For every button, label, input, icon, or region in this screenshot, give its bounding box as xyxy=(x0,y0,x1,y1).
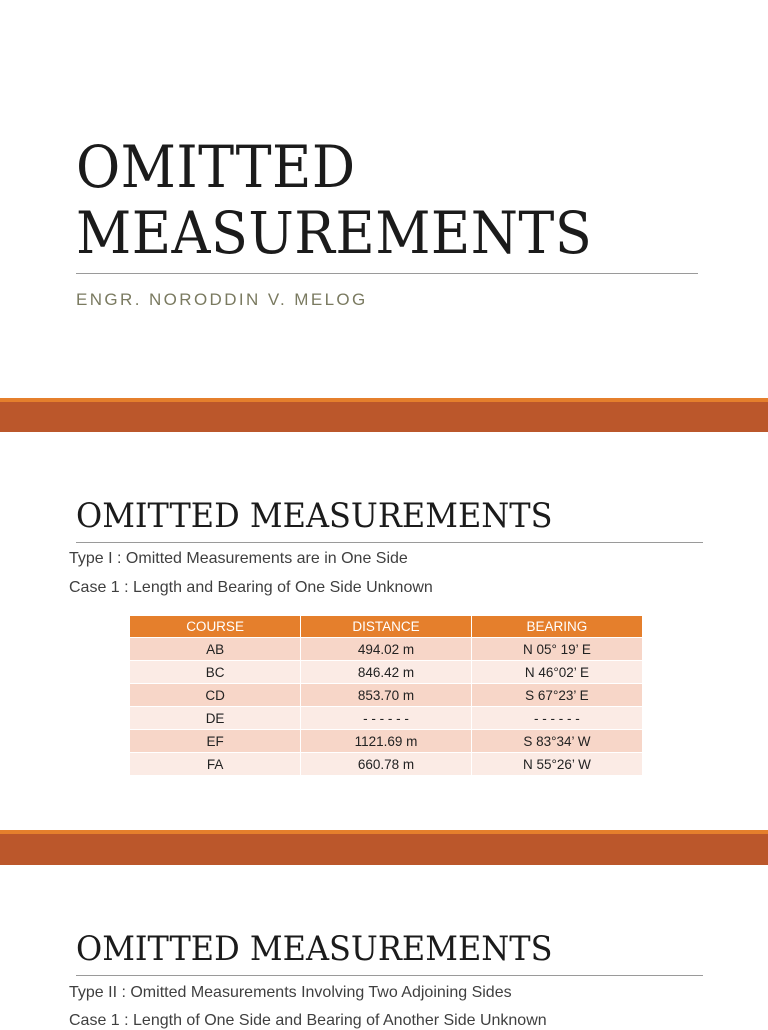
bearing-cell: - - - - - - xyxy=(471,707,642,730)
case-description: Case 1 : Length and Bearing of One Side Unknown xyxy=(69,579,433,596)
table-header-row xyxy=(130,616,642,638)
bearing-cell: N 46°02’ E xyxy=(471,661,642,684)
table-row xyxy=(130,661,642,684)
table-row xyxy=(130,707,642,730)
separator-accent-stripe xyxy=(0,830,768,834)
course-cell: CD xyxy=(130,684,301,707)
distance-cell: - - - - - - xyxy=(301,707,472,730)
traverse-data-table xyxy=(130,616,642,775)
type-description: Type I : Omitted Measurements are in One Side xyxy=(69,550,408,567)
course-cell: DE xyxy=(130,707,301,730)
distance-cell: 846.42 m xyxy=(301,661,472,684)
case-description: Case 1 : Length of One Side and Bearing of Another Side Unknown xyxy=(69,1012,547,1029)
slide-title-line-1: OMITTED xyxy=(76,133,356,201)
column-header-course: COURSE xyxy=(130,616,301,638)
heading-divider xyxy=(76,542,703,543)
slide-heading: OMITTED MEASUREMENTS xyxy=(76,496,553,536)
title-slide xyxy=(0,0,768,398)
course-cell: BC xyxy=(130,661,301,684)
bearing-cell: N 05° 19’ E xyxy=(471,638,642,661)
distance-cell: 494.02 m xyxy=(301,638,472,661)
slide-title-line-2: MEASUREMENTS xyxy=(76,199,593,267)
author-subtitle: ENGR. NORODDIN V. MELOG xyxy=(76,290,368,309)
table-row xyxy=(130,730,642,753)
column-header-bearing: BEARING xyxy=(471,616,642,638)
distance-cell: 853.70 m xyxy=(301,684,472,707)
heading-divider xyxy=(76,975,703,976)
bearing-cell: S 83°34’ W xyxy=(471,730,642,753)
bearing-cell: S 67°23’ E xyxy=(471,684,642,707)
table-row xyxy=(130,684,642,707)
course-cell: AB xyxy=(130,638,301,661)
distance-cell: 660.78 m xyxy=(301,753,472,776)
distance-cell: 1121.69 m xyxy=(301,730,472,753)
slide-title xyxy=(76,134,592,266)
content-slide-2 xyxy=(0,865,768,1029)
slide-separator-band xyxy=(0,398,768,432)
bearing-cell: N 55°26’ W xyxy=(471,753,642,776)
separator-accent-stripe xyxy=(0,398,768,402)
column-header-distance: DISTANCE xyxy=(301,616,472,638)
table-row xyxy=(130,753,642,776)
course-cell: EF xyxy=(130,730,301,753)
slide-separator-band xyxy=(0,830,768,865)
type-description: Type II : Omitted Measurements Involving Two Adjoining Sides xyxy=(69,984,512,1001)
slide-heading: OMITTED MEASUREMENTS xyxy=(76,929,553,969)
title-divider xyxy=(76,273,698,274)
course-cell: FA xyxy=(130,753,301,776)
table-row xyxy=(130,638,642,661)
